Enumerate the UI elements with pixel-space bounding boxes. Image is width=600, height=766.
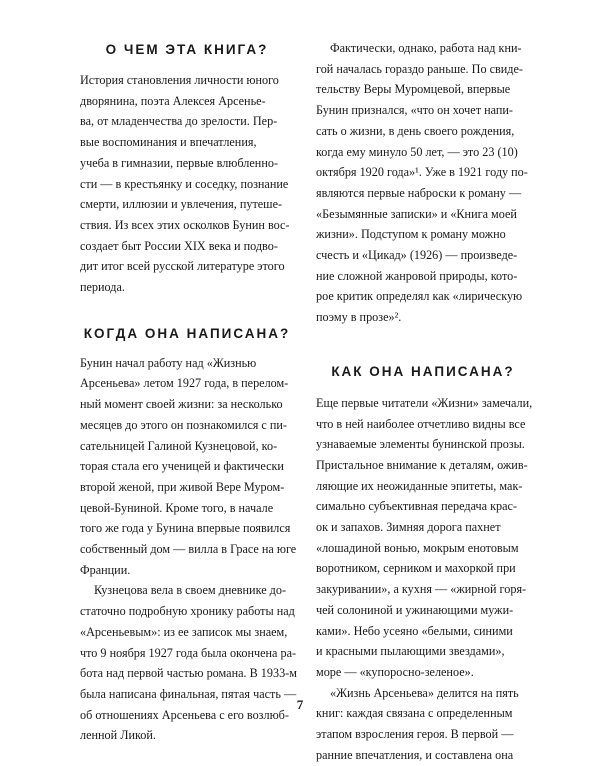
text-line: месяцев до этого он познакомился с пи- [80,417,287,432]
right-column [316,0,533,766]
text-line: История становления личности юного [80,73,279,87]
text-line: периода. [80,280,125,295]
text-line: сательницей Галиной Кузнецовой, ко- [80,438,278,453]
text-line: «Арсеньевым»: из ее записок мы знаем, [80,624,288,639]
text-line: Бунин признался, «что он хочет напи- [316,103,513,118]
text-line: «лошадиной вонью, мокрым енотовым [316,540,519,555]
text-line: статочно подробную хронику работы над [80,604,295,619]
text-line: гой началась гораздо раньше. По свиде- [316,61,523,76]
text-line: поэму в прозе»². [316,310,402,325]
text-line: того же года у Бунина впервые появился [80,521,291,536]
text-line: узнаваемые элементы бунинской прозы. [316,437,525,452]
text-line: Франции. [80,562,131,577]
text-line: закуривании», а кухня — «жирной горя- [316,582,527,597]
page-number: 7 [296,697,304,712]
text-line: когда ему минуло 50 лет, — это 23 (10) [316,144,518,159]
text-line: торая стала его ученицей и фактически [80,459,284,474]
text-line: Фактически, однако, работа над кни- [330,41,522,55]
text-line: ками». Небо усеяно «белыми, синими [316,623,513,638]
text-line: сти — в крестьянку и соседку, познание [80,176,289,191]
text-line: собственный дом — вилла в Грасе на юге [80,542,297,557]
heading-when-written: КОГДА ОНА НАПИСАНА? [83,325,291,341]
text-line: бота над первой частью романа. В 1933-м [80,666,297,681]
text-line: тельству Веры Муромцевой, впервые [316,82,511,97]
text-line: второй женой, при живой Вере Муром- [80,479,285,494]
text-line: этапом взросления героя. В первой — [316,727,514,742]
text-line: Арсеньева» летом 1927 года, в перелом- [80,376,289,391]
heading-what-is-book-about: О ЧЕМ ЭТА КНИГА? [105,42,269,57]
text-line: являются первые наброски к роману — [316,185,522,200]
text-line: смерти, иллюзии и увлечения, путеше- [80,197,283,212]
text-line: дворянина, поэта Алексея Арсенье- [80,93,266,108]
text-line: создает быт России XIX века и подво- [80,238,278,253]
text-line: ва, от младенчества до зрелости. Пер- [80,114,278,129]
text-line: Бунин начал работу над «Жизнью [80,355,257,370]
text-line: ранние впечатления, и составлена она [316,747,514,762]
text-line: «Безымянные записки» и «Книга моей [316,206,517,221]
text-line: сать о жизни, в день своего рождения, [316,123,515,138]
text-line: ляющие их неожиданные эпитеты, мак- [316,478,523,493]
text-line: вые воспоминания и впечатления, [80,135,257,150]
text-line: ок и запахов. Зимняя дорога пахнет [316,520,501,535]
paragraph-kuznetsova-diary [80,580,297,746]
paragraph-about [80,70,294,298]
text-line: учеба в гимназии, первые влюбленно- [80,155,278,170]
text-line: «Жизнь Арсеньева» делится на пять [330,685,519,700]
text-line: рое критик определял как «лирическую [316,289,523,304]
text-line: октября 1920 года»¹. Уже в 1921 году по- [316,165,528,180]
paragraph-five-books [316,683,530,766]
text-line: ствия. Из всех этих осколков Бунин вос- [80,217,290,232]
text-line: цевой-Буниной. Кроме того, в начале [80,500,274,515]
text-line: Пристальное внимание к деталям, ожив- [316,457,528,472]
text-line: Кузнецова вела в своем дневнике до- [94,583,286,598]
heading-how-written: КАК ОНА НАПИСАНА? [331,363,515,379]
paragraph-how-written [316,393,533,683]
text-line: счесть и «Цикад» (1926) — произведе- [316,248,518,263]
text-line: симально субъективная передача крас- [316,499,517,514]
text-line: ние сложной жанровой природы, кото- [316,268,518,283]
text-line: ленной Ликой. [80,728,156,743]
text-line: Еще первые читатели «Жизни» замечали, [316,395,533,410]
text-line: что 9 ноября 1927 года была окончена ра- [80,645,297,660]
text-line: что в ней наиболее отчетливо видны все [316,416,526,431]
text-line: чей солониной и ужинающими мужи- [316,602,514,617]
text-line: жизни». Подступом к роману можно [316,227,506,242]
text-line: дит итог всей русской литературе этого [80,259,285,274]
text-line: ный момент своей жизни: за несколько [80,397,283,412]
text-line: море — «купоросно-зеленое». [316,664,474,679]
text-line: и красными пылающими звездами», [316,644,505,659]
text-line: воротником, серником и махоркой при [316,561,516,576]
text-line: книг: каждая связана с определенным [316,706,513,721]
text-line: была написана финальная, пятая часть — [80,686,297,701]
text-line: об отношениях Арсеньева с его возлюб- [80,707,289,722]
paragraph-when-written [80,353,297,581]
left-column [80,0,297,746]
paragraph-work-began-earlier [316,38,530,328]
